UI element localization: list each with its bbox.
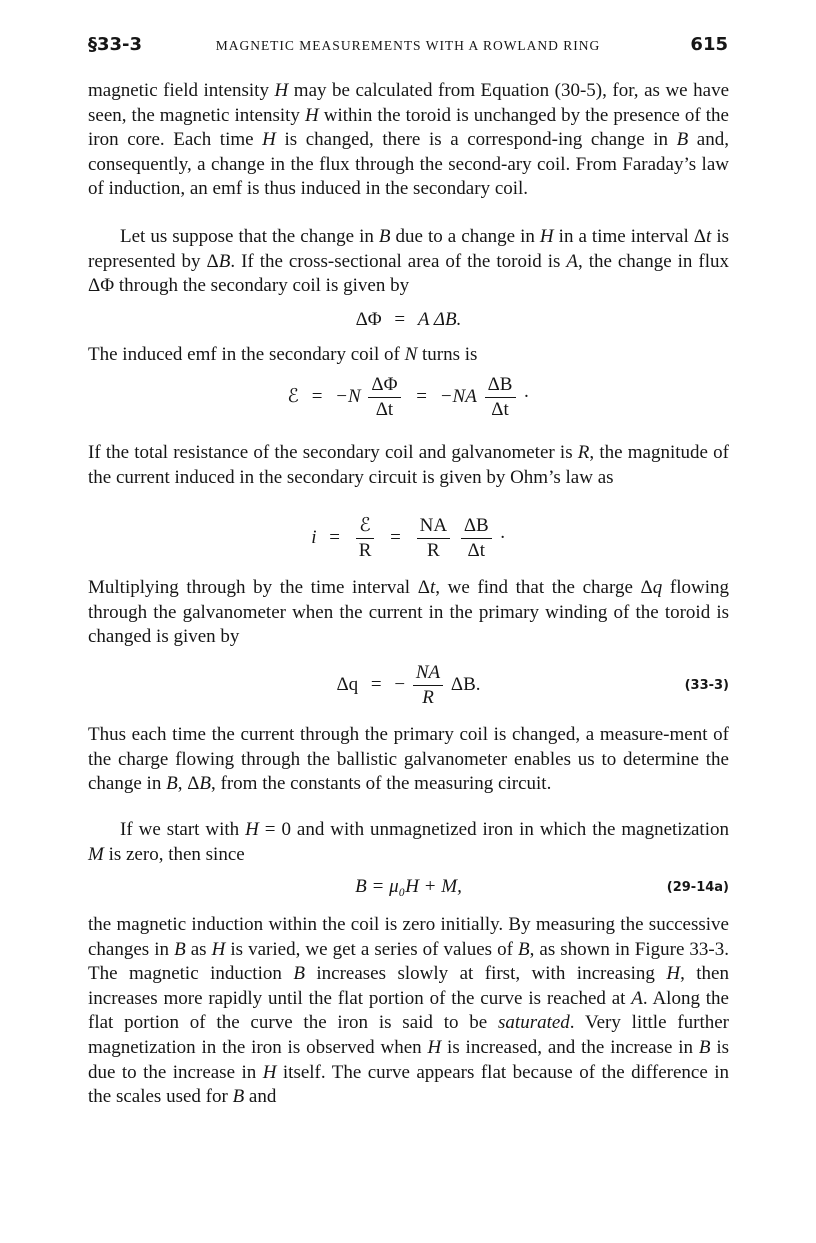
eq-lhs: ΔΦ [355,309,382,330]
text-run: , we find that the charge Δ [435,577,653,598]
math-symbol: B [174,938,186,960]
paragraph-7 [88,818,729,867]
paragraph-text [88,818,729,867]
eq-end: · [499,526,506,548]
paragraph-text [88,343,729,368]
eq-coefficient: −N [335,385,361,407]
math-symbol: B [698,1036,711,1058]
math-symbol: B [218,250,231,272]
paragraph-3 [88,343,729,368]
equation-current [88,515,729,565]
math-symbol: N [404,344,418,365]
text-run: If we start with [120,819,246,840]
equation-number: (29-14a) [666,880,729,895]
eq-relation: = [416,385,427,407]
math-symbol: H [211,938,226,960]
paragraph-5 [88,576,729,650]
paragraph-text [88,576,729,650]
text-run: within the toroid is unchanged by the presence of the iron core. Each time [88,104,729,151]
text-run: the magnetic induction within the coil is zero initially. By measuring the successive changes in [88,914,729,960]
text-run: increases slowly at first, with increasing [304,963,667,985]
text-run: is varied, we get a series of values of [225,938,518,960]
text-run: Multiplying through by the time interval Δ [88,577,430,598]
fraction: $\frac{NA}{R}$ [413,662,443,709]
eq-relation: = [329,526,340,548]
paragraph-8 [88,913,729,1110]
eq-relation: = [311,385,323,407]
text-run: is increased, and the increase in [441,1036,699,1058]
text-run: flowing through the galvanometer when the current in the primary winding of the toroid is changed is given by [88,577,730,648]
equation-29-14a [88,876,729,902]
fraction: $\frac{\Delta B}{\Delta t}$ [461,515,492,562]
math-symbol: B [199,773,212,795]
math-symbol: A [631,987,643,1009]
text-run: is due to the increase in [88,1036,729,1083]
eq-relation: = [390,526,401,548]
paragraph-1 [88,79,729,202]
equation-33-3 [88,662,729,712]
paragraph-text [88,79,729,202]
text-run: , then increases more rapidly until the flat portion of the curve is reached at [88,963,729,1009]
math-symbol: t [706,226,712,247]
eq-relation: = [370,673,382,695]
math-symbol: H [274,80,289,101]
eq-sign: − [394,673,406,695]
running-header [88,34,728,62]
eq-lhs: ℰ [287,385,299,407]
text-run: , from the constants of the measuring circuit. [211,773,552,795]
math-symbol: H [262,129,276,151]
text-run: and, consequently, a change in the flux through the second-ary coil. From Faraday’s law of induction, an emf is thus induced in the secondary coil. [88,129,729,200]
running-title: MAGNETIC MEASUREMENTS WITH A ROWLAND RING [215,38,601,53]
text-run: Let us suppose that the change in [120,226,379,247]
paragraph-text [88,723,729,797]
math-symbol: q [652,577,663,598]
math-symbol: H [245,819,259,840]
text-run: as [185,938,212,960]
eq-rhs: A ΔB. [417,309,462,330]
fraction: $\frac{\text{ℰ}}{R}$ [356,515,375,562]
equation-number: (33-3) [684,678,729,693]
text-run: . Very little further magnetization in the iron is observed when [88,1012,729,1058]
fraction: $\frac{\Delta\Phi}{\Delta t}$ [368,374,400,421]
text-run: , Δ [177,773,200,795]
text-run: . Along the flat portion of the curve the iron is said to be [88,987,729,1034]
math-symbol: A [566,250,578,272]
text-run: Thus each time the current through the primary coil is changed, a measure-ment of the charge flowing through the ballistic galvanometer enables us to determine the change in [88,724,729,795]
paragraph-text [88,441,729,490]
math-symbol: t [429,577,436,598]
math-symbol: H [262,1061,277,1083]
paragraph-text [88,913,729,1110]
text-run: = 0 and with unmagnetized iron in which the magnetization [258,819,729,840]
math-symbol: saturated [498,1012,570,1034]
equation-induced-emf [88,374,729,424]
text-run: . If the cross-sectional area of the toroid is [230,250,567,272]
eq-lhs: Δq [336,673,359,695]
text-run: is zero, then since [103,843,245,865]
text-run: , the change in flux ΔΦ through the secondary coil is given by [88,250,730,297]
text-run: The induced emf in the secondary coil of [88,344,405,365]
page-number: 615 [690,34,728,55]
eq-end: · [523,385,530,407]
math-symbol: B [166,773,178,795]
fraction: $\frac{NA}{R}$ [417,515,450,562]
eq-coefficient: −NA [439,385,477,407]
text-run: and [244,1086,277,1108]
math-symbol: H [539,226,554,247]
text-run: , as shown in Figure 33-3. The magnetic induction [88,938,730,985]
fraction: $\frac{\Delta B}{\Delta t}$ [485,374,516,421]
text-run: due to a change in [390,226,540,247]
math-symbol: B [676,129,689,151]
paragraph-4 [88,441,729,490]
text-run: itself. The curve appears flat because of the difference in the scales used for [88,1061,730,1108]
math-symbol: B [232,1086,245,1108]
text-run: magnetic field intensity [88,80,275,101]
eq-relation: = [394,309,406,330]
math-symbol: B [378,226,391,247]
text-run: may be calculated from Equation (30-5), for, as we have seen, the magnetic intensity [88,80,729,126]
text-run: If the total resistance of the secondary coil and galvanometer is [88,442,578,463]
math-symbol: H [304,104,319,126]
math-symbol: H [666,963,681,985]
text-run: is represented by Δ [88,226,729,272]
text-run: is changed, there is a correspond-ing change in [275,129,677,151]
paragraph-text [88,225,729,299]
eq-rhs: ΔB. [450,673,481,695]
math-symbol: B [518,938,530,960]
math-symbol: M [88,843,104,865]
equation-flux-change [88,309,729,331]
math-symbol: H [427,1036,442,1058]
eq-lhs: i [311,526,317,548]
math-symbol: B [293,963,305,985]
eq-text: B = μ₀H + M, [355,876,462,897]
text-run: in a time interval Δ [553,226,707,247]
text-run: , the magnitude of the current induced in the secondary circuit is given by Ohm’s law as [88,442,729,488]
paragraph-2 [88,225,729,299]
math-symbol: R [577,442,590,463]
section-number: §33-3 [88,34,143,55]
paragraph-6 [88,723,729,797]
text-run: turns is [417,344,478,365]
